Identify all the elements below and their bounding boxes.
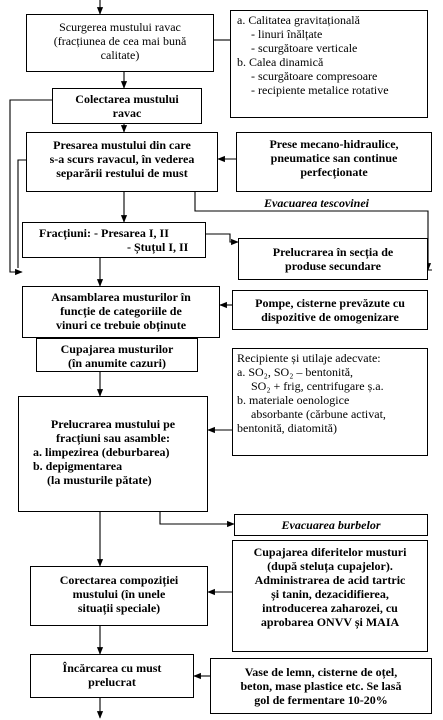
node-recipiente (232, 348, 428, 456)
node-prelucrarea-fractiuni (18, 396, 208, 512)
node-recipiente-line: absorbante (cărbune activat, (251, 407, 386, 421)
node-calitatea-line: b. Calea dinamică (237, 55, 324, 69)
node-colectarea (52, 88, 202, 124)
node-scurgerea-line: (fracțiunea de cea mai bună (53, 34, 187, 48)
node-prelucrarea-fractiuni-line: Prelucrarea mustului pe (50, 417, 176, 431)
node-vase (210, 658, 432, 714)
node-fractiuni (22, 222, 206, 258)
node-incarcarea (30, 654, 194, 698)
node-recipiente-line: SO₂ + frig, centrifugare ș.a. (251, 379, 384, 393)
node-corectarea-line: situații speciale) (77, 601, 161, 615)
node-incarcarea-line: prelucrat (88, 675, 136, 689)
node-calitatea-line: - scurgătoare compresoare (251, 69, 378, 83)
node-recipiente-line: bentonită, diatomită) (237, 421, 337, 435)
node-prelucrarea-fractiuni-line: a. limpezirea (deburbarea) (33, 445, 170, 459)
node-ansamblarea-line: Ansamblarea musturilor în (51, 290, 191, 304)
node-cupajarea-diferitelor-line: Administrarea de acid tartric (254, 573, 406, 587)
node-calitatea-line: a. Calitatea gravitațională (237, 13, 360, 27)
node-pompe-line: Pompe, cisterne prevăzute cu (255, 296, 405, 310)
node-recipiente-line: Recipiente și utilaje adecvate: (237, 351, 381, 365)
node-calitatea-line: - recipiente metalice rotative (251, 83, 389, 97)
node-pompe (232, 290, 428, 330)
node-corectarea (30, 566, 208, 626)
node-vase-line: beton, mase plastice etc. Se lasă (240, 679, 402, 693)
node-prelucrarea-sectie-line: Prelucrarea în secția de (272, 245, 394, 259)
node-incarcarea-line: Încărcarea cu must (62, 661, 162, 675)
node-prese-line: perfecționate (300, 165, 368, 179)
node-presarea-line: separării restului de must (56, 166, 188, 180)
node-prese-line: pneumatice san continue (270, 151, 398, 165)
node-prelucrarea-fractiuni-line: (la musturile pătate) (47, 473, 152, 487)
node-cupajarea-diferitelor-line: introducerea zaharozei, cu (262, 601, 398, 615)
node-colectarea-line: ravac (112, 106, 142, 120)
node-scurgerea-line: Scurgerea mustului ravac (59, 20, 181, 34)
label-evacuarea-tescovinei: Evacuarea tescovinei (264, 196, 369, 210)
node-cupajarea-line: (în anumite cazuri) (68, 356, 166, 370)
node-ansamblarea-line: funcție de categoriile de (60, 304, 182, 318)
node-cupajarea-diferitelor (232, 540, 428, 652)
node-cupajarea-diferitelor-line: aprobarea ONVV și MAIA (260, 615, 400, 629)
node-corectarea-line: mustului (în unele (72, 587, 166, 601)
node-cupajarea-diferitelor-line: și tanin, dezacidifierea, (271, 587, 389, 601)
node-prese (236, 132, 432, 192)
node-presarea-line: s-a scurs ravacul, în vederea (49, 152, 195, 166)
node-prese-line: Prese mecano-hidraulice, (269, 137, 399, 151)
node-fractiuni-line: Fracțiuni: - Presarea I, II (39, 226, 169, 240)
node-scurgerea (26, 14, 214, 72)
node-recipiente-line: a. SO₂, SO₂ – bentonită, (237, 365, 354, 379)
node-cupajarea-line: Cupajarea musturilor (60, 342, 174, 356)
node-cupajarea-diferitelor-line: (după steluța cupajelor). (267, 559, 393, 573)
node-recipiente-line: b. materiale oenologice (237, 393, 350, 407)
node-colectarea-line: Colectarea mustului (75, 92, 179, 106)
node-ansamblarea-line: vinuri ce trebuie obținute (55, 318, 187, 332)
node-prelucrarea-fractiuni-line: fracțiuni sau asamble: (56, 431, 170, 445)
node-calitatea (230, 10, 428, 118)
node-prelucrarea-sectie-line: produse secundare (285, 259, 381, 273)
node-prelucrarea-sectie (238, 238, 428, 280)
node-calitatea-line: - linuri înălțate (251, 27, 323, 41)
node-vase-line: gol de fermentare 10-20% (254, 693, 388, 707)
node-cupajarea-diferitelor-line: Cupajarea diferitelor musturi (253, 545, 407, 559)
node-calitatea-line: - scurgătoare verticale (251, 41, 358, 55)
node-ansamblarea (22, 286, 220, 338)
node-fractiuni-line: - Ștuțul I, II (127, 240, 189, 254)
node-pompe-line: dispozitive de omogenizare (261, 310, 399, 324)
node-scurgerea-line: calitate) (100, 48, 140, 62)
node-corectarea-line: Corectarea compoziției (59, 573, 179, 587)
node-vase-line: Vase de lemn, cisterne de oțel, (244, 665, 398, 679)
node-presarea (26, 132, 218, 192)
node-presarea-line: Presarea mustului din care (53, 138, 191, 152)
node-evacuarea-burbelor-label: Evacuarea burbelor (281, 518, 381, 532)
node-cupajarea (36, 338, 198, 372)
node-prelucrarea-fractiuni-line: b. depigmentarea (33, 459, 123, 473)
node-evacuarea-burbelor (234, 514, 428, 536)
